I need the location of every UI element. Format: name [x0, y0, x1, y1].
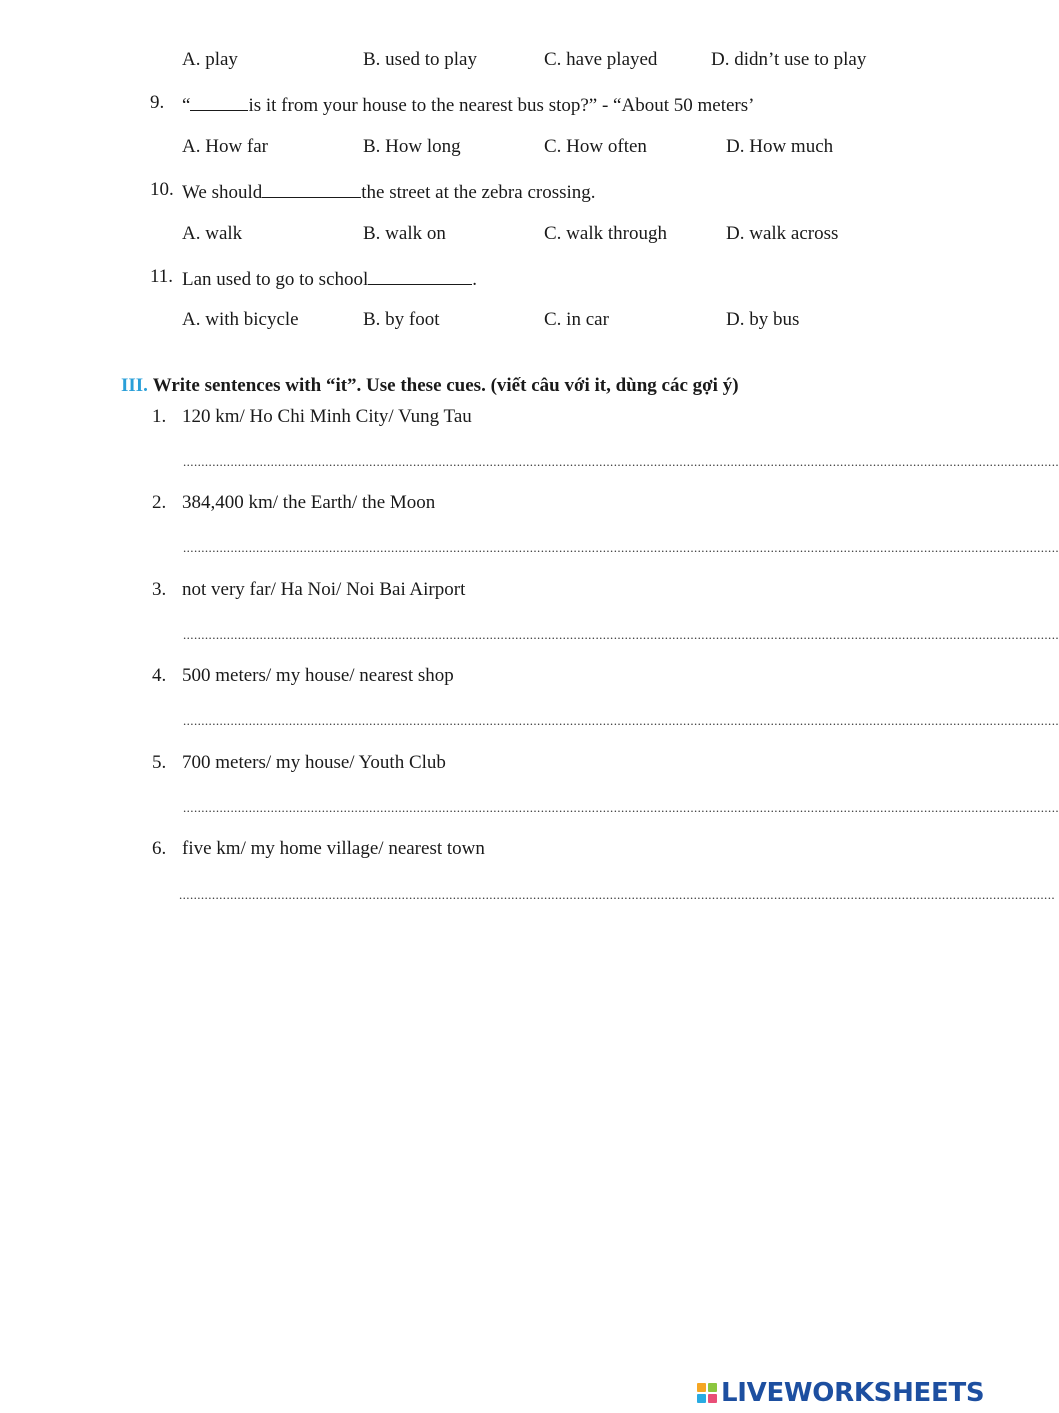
s3-item-4-number: 4. [152, 665, 167, 686]
s3-item-4-answer-line[interactable]: ................................................................................................................................................................................................................................................ [183, 713, 1059, 728]
s3-item-1-cue: 120 km/ Ho Chi Minh City/ Vung Tau [182, 406, 472, 427]
s3-item-5-number: 5. [152, 752, 167, 773]
s3-item-6-number: 6. [152, 838, 167, 859]
s3-item-5-answer-line[interactable]: ................................................................................................................................................................................................................................................ [183, 800, 1059, 815]
s3-item-2-answer-line[interactable]: ................................................................................................................................................................................................................................................ [183, 540, 1059, 555]
q9-option-a[interactable]: A. How far [182, 136, 269, 157]
logo-text: LIVEWORKSHEETS [721, 1378, 985, 1408]
q10-option-c[interactable]: C. walk through [544, 223, 667, 244]
liveworksheets-logo [697, 1378, 984, 1408]
q11-question [182, 265, 477, 292]
q10-option-d[interactable]: D. walk across [726, 223, 839, 244]
q11-option-a[interactable]: A. with bicycle [182, 309, 299, 330]
s3-item-3-cue: not very far/ Ha Noi/ Noi Bai Airport [182, 579, 466, 600]
s3-item-3-answer-line[interactable]: ................................................................................................................................................................................................................................................ [183, 627, 1059, 642]
q9-prefix: “ [182, 95, 191, 116]
q11-option-d[interactable]: D. by bus [726, 309, 800, 330]
q9-option-b[interactable]: B. How long [363, 136, 461, 157]
q9-question [182, 91, 754, 118]
q11-number: 11. [150, 266, 174, 287]
q9-number: 9. [150, 92, 165, 113]
q9-option-d[interactable]: D. How much [726, 136, 834, 157]
s3-item-3-number: 3. [152, 579, 167, 600]
q8-option-a[interactable]: A. play [182, 49, 238, 70]
q9-text: is it from your house to the nearest bus stop?” - “About 50 meters’ [248, 95, 755, 116]
q10-text-after: the street at the zebra crossing. [361, 182, 596, 203]
q10-question [182, 178, 596, 205]
logo-block-4 [708, 1394, 717, 1403]
section-3-title: Write sentences with “it”. Use these cues. (viết câu với it, dùng các gợi ý) [152, 375, 739, 396]
s3-item-2-cue: 384,400 km/ the Earth/ the Moon [182, 492, 436, 513]
q10-number: 10. [150, 179, 174, 200]
q10-option-a[interactable]: A. walk [182, 223, 243, 244]
q10-text-before: We should [182, 182, 263, 203]
q11-text-after: . [472, 269, 478, 290]
q11-option-c[interactable]: C. in car [544, 309, 609, 330]
s3-item-1-answer-line[interactable]: ................................................................................................................................................................................................................................................ [183, 454, 1059, 469]
s3-item-4-cue: 500 meters/ my house/ nearest shop [182, 665, 454, 686]
logo-blocks-icon [697, 1383, 717, 1403]
s3-item-2-number: 2. [152, 492, 167, 513]
s3-item-6-answer-line[interactable]: ................................................................................................................................................................................................................................................ [179, 887, 1055, 902]
q11-text-before: Lan used to go to school [182, 269, 369, 290]
q8-option-c[interactable]: C. have played [544, 49, 658, 70]
q8-option-b[interactable]: B. used to play [363, 49, 477, 70]
q11-blank[interactable] [368, 265, 472, 285]
s3-item-5-cue: 700 meters/ my house/ Youth Club [182, 752, 446, 773]
section-3-heading [121, 374, 739, 398]
q9-option-c[interactable]: C. How often [544, 136, 647, 157]
logo-block-1 [697, 1383, 706, 1392]
s3-item-1-number: 1. [152, 406, 167, 427]
logo-block-3 [697, 1394, 706, 1403]
s3-item-6-cue: five km/ my home village/ nearest town [182, 838, 485, 859]
q10-option-b[interactable]: B. walk on [363, 223, 446, 244]
section-3-roman: III. [121, 375, 148, 396]
q10-blank[interactable] [262, 178, 361, 198]
logo-block-2 [708, 1383, 717, 1392]
q11-option-b[interactable]: B. by foot [363, 309, 440, 330]
q8-option-d[interactable]: D. didn’t use to play [711, 49, 867, 70]
q9-blank[interactable] [190, 91, 248, 111]
